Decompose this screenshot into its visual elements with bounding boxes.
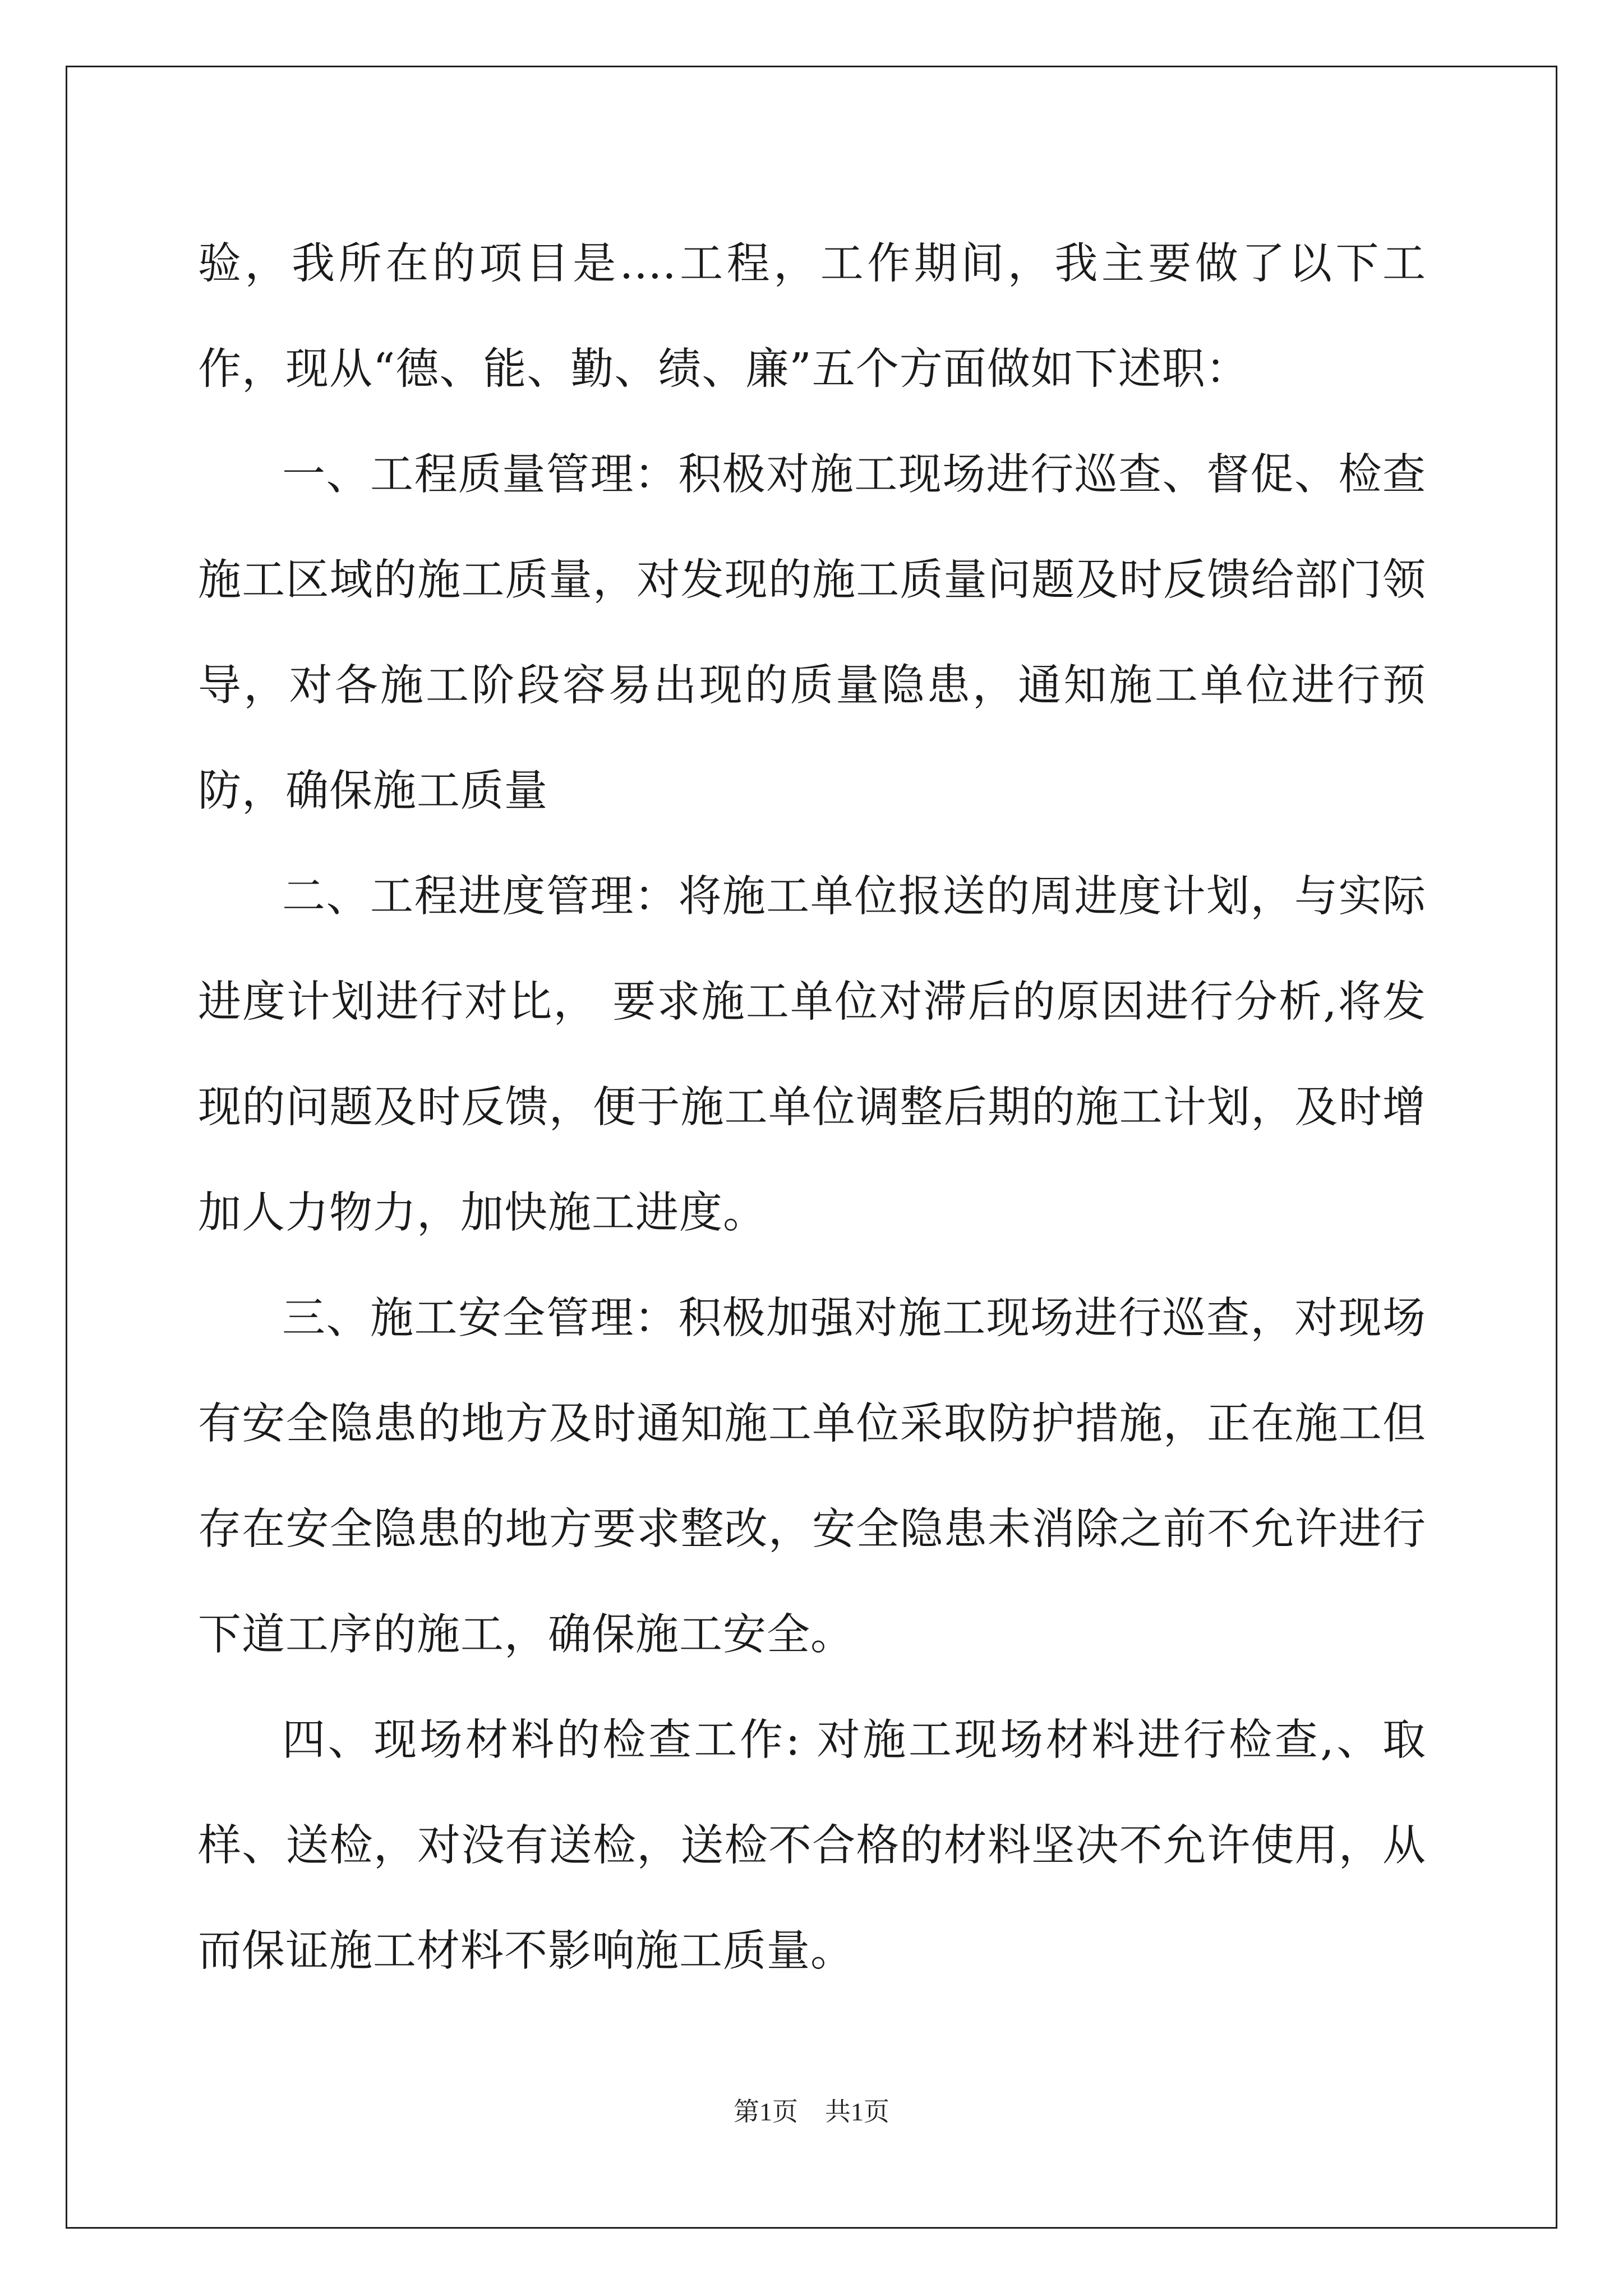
page-footer: [0, 2091, 1623, 2128]
document-body: [198, 211, 1426, 2004]
paragraph-safety-management: 三、施工安全管理：积极加强对施工现场进行巡查，对现场有安全隐患的地方及时通知施工单位采取防护措施，正在施工但存在安全隐患的地方要求整改，安全隐患未消除之前不允许进行下道工序的施工，确保施工安全。: [198, 1294, 1426, 1660]
page-number: 第1页: [734, 2097, 798, 2126]
paragraph-intro: 验，我所在的项目是....工程，工作期间，我主要做了以下工作，现从“德、能、勤、绩、廉”五个方面做如下述职：: [198, 239, 1426, 394]
paragraph-quality-management: 一、工程质量管理：积极对施工现场进行巡查、督促、检查施工区域的施工质量，对发现的施工质量问题及时反馈给部门领导，对各施工阶段容易出现的质量隐患，通知施工单位进行预防，确保施工质量: [198, 450, 1426, 816]
page-total: 共1页: [825, 2097, 889, 2126]
paragraph-progress-management: 二、工程进度管理：将施工单位报送的周进度计划，与实际进度计划进行对比， 要求施工单位对滞后的原因进行分析,将发现的问题及时反馈，便于施工单位调整后期的施工计划，及时增加人力物力，加快施工进度。: [198, 872, 1426, 1238]
paragraph-material-inspection: 四、现场材料的检查工作: 对施工现场材料进行检查,、取样、送检，对没有送检，送检不合格的材料坚决不允许使用，从而保证施工材料不影响施工质量。: [198, 1715, 1426, 1976]
